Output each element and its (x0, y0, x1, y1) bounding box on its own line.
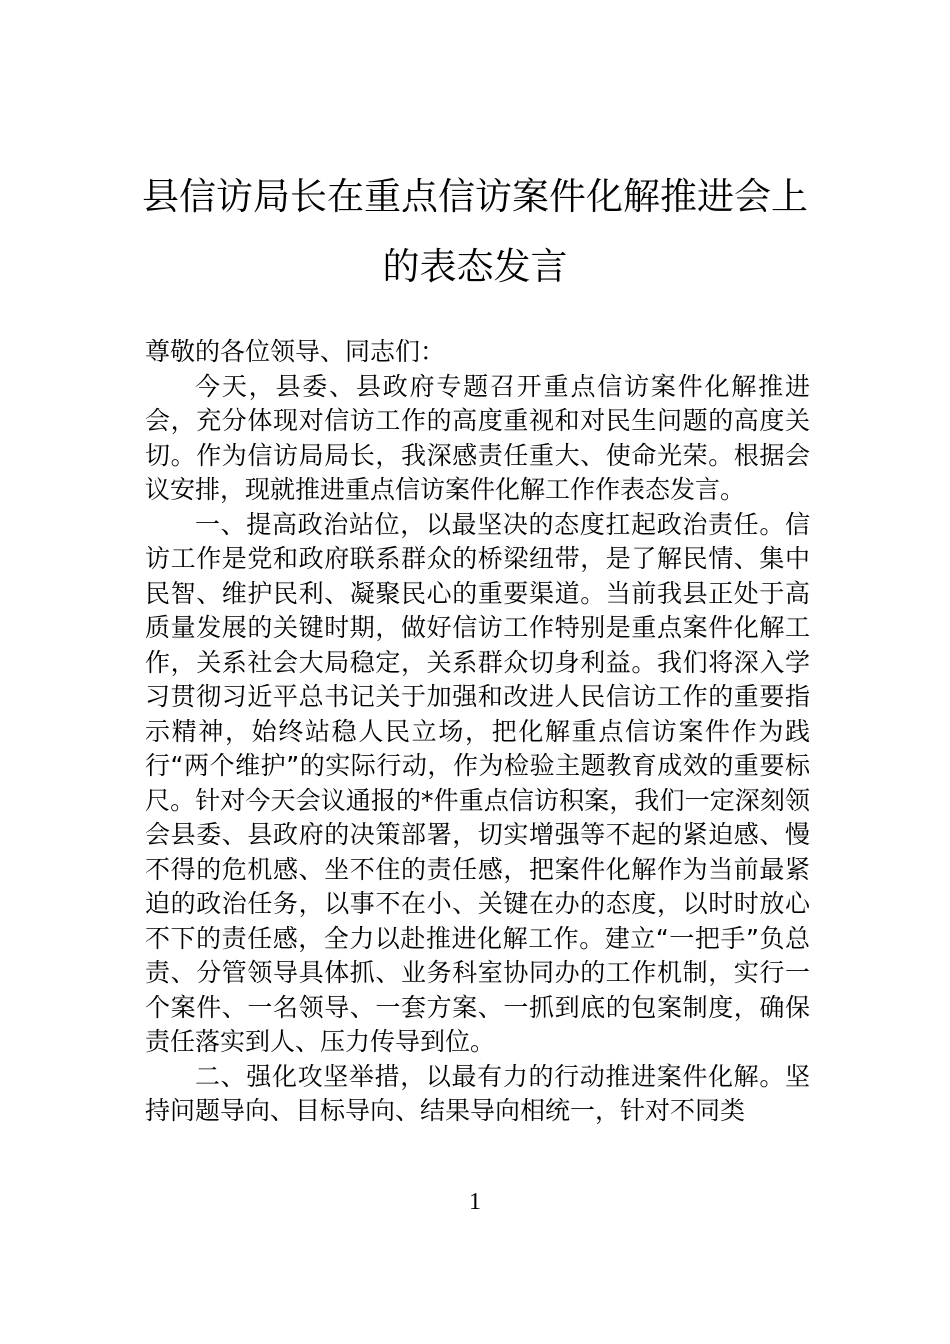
paragraph-section-1: 一、提高政治站位，以最坚决的态度扛起政治责任。信访工作是党和政府联系群众的桥梁纽带，是了解民情、集中民智、维护民利、凝聚民心的重要渠道。当前我县正处于高质量发展的关键时期，做好信访工作特别是重点案件化解工作，关系社会大局稳定，关系群众切身利益。我们将深入学习贯彻习近平总书记关于加强和改进人民信访工作的重要指示精神，始终站稳人民立场，把化解重点信访案件作为践行“两个维护”的实际行动，作为检验主题教育成效的重要标尺。针对今天会议通报的*件重点信访积案，我们一定深刻领会县委、县政府的决策部署，切实增强等不起的紧迫感、慢不得的危机感、坐不住的责任感，把案件化解作为当前最紧迫的政治任务，以事不在小、关键在办的态度，以时时放心不下的责任感，全力以赴推进化解工作。建立“一把手”负总责、分管领导具体抓、业务科室协同办的工作机制，实行一个案件、一名领导、一套方案、一抓到底的包案制度，确保责任落实到人、压力传导到位。 (145, 509, 810, 1056)
page-title-line-2: 的表态发言 (382, 245, 568, 288)
salutation: 尊敬的各位领导、同志们： (145, 337, 446, 366)
page-number: 1 (469, 1189, 481, 1215)
paragraph-intro: 今天，县委、县政府专题召开重点信访案件化解推进会，充分体现对信访工作的高度重视和对民生问题的高度关切。作为信访局局长，我深感责任重大、使命光荣。根据会议安排，现就推进重点信访案件化解工作作表态发言。 (145, 371, 810, 504)
document-body (145, 335, 810, 1129)
paragraph-section-2: 二、强化攻坚举措，以最有力的行动推进案件化解。坚持问题导向、目标导向、结果导向相统一，针对不同类 (145, 1061, 810, 1125)
page-title-line-1: 县信访局长在重点信访案件化解推进会上 (142, 175, 808, 218)
